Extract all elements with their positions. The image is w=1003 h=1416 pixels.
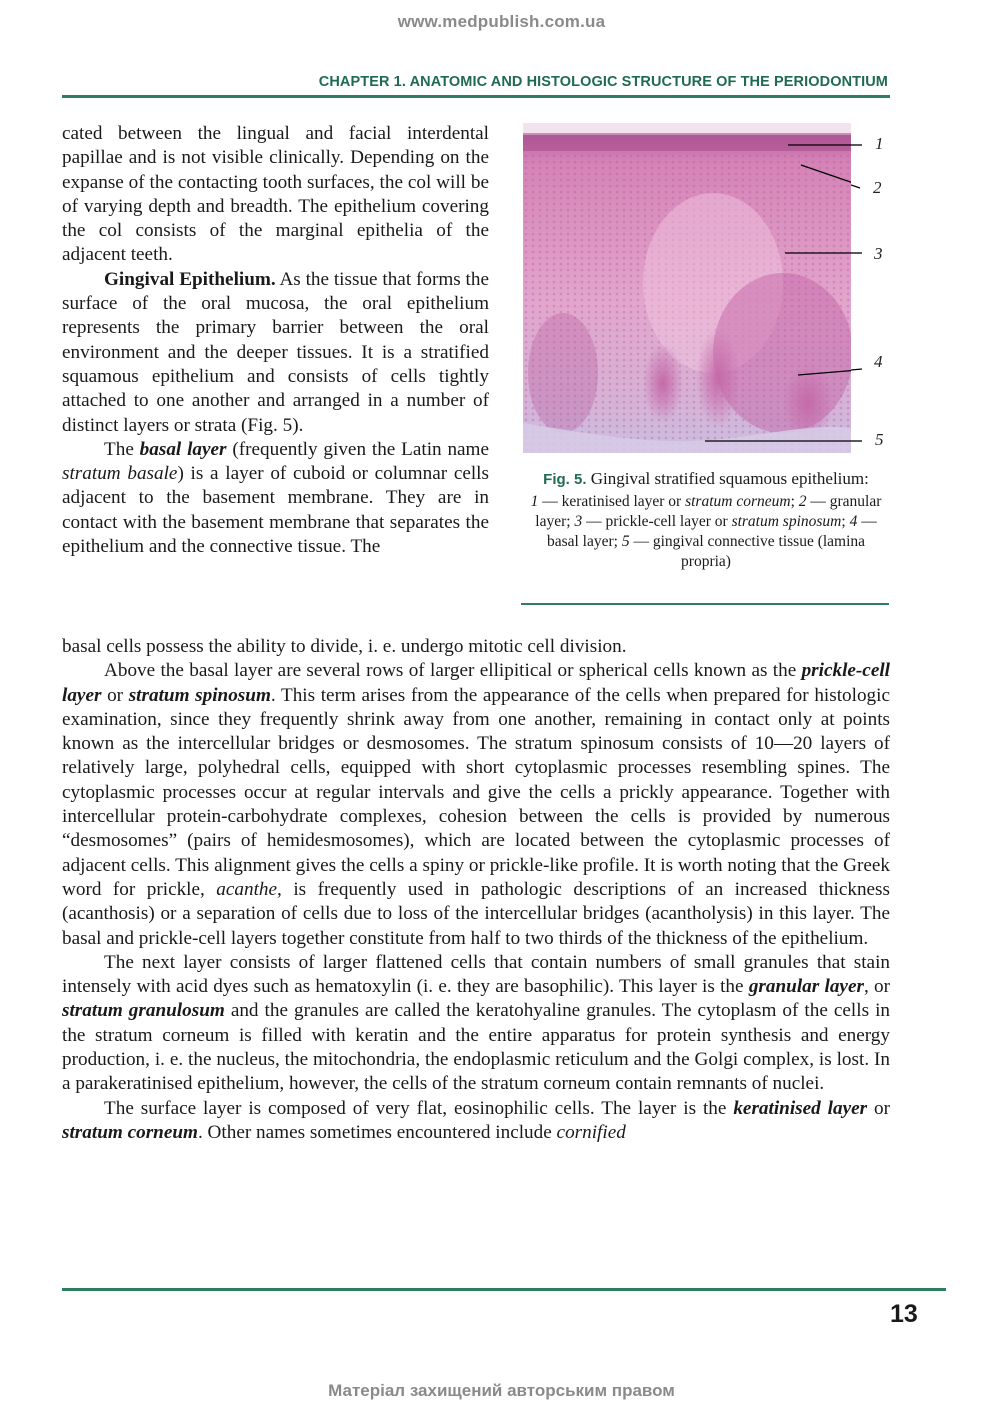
figure-label-1: 1 <box>875 134 884 153</box>
paragraph-text: , is frequently used in pathologic descriptions of an increased thickness (acanthosis) or a separation of cells due to loss of the intercellular bridges (acantholysis) in this layer. The basal and prickle-cell layers together constitute from half to two thirds of the thickness of the epithelium. <box>62 878 890 949</box>
paragraph-gingival-epithelium <box>62 268 489 438</box>
chapter-heading: CHAPTER 1. ANATOMIC AND HISTOLOGIC STRUCTURE OF THE PERIODONTIUM <box>318 74 888 90</box>
paragraph-granular <box>62 951 890 1097</box>
legend-num-2: 2 <box>798 493 807 510</box>
paragraph-surface-layer <box>62 1097 890 1146</box>
term-cornified: cornified <box>556 1121 626 1143</box>
paragraph-text: or <box>101 684 129 706</box>
figure-number: Fig. 5. <box>543 471 587 488</box>
term-prickle-cell-layer: prickle-cell layer <box>62 660 890 706</box>
paragraph-text: and the granules are called the keratohyaline granules. The cytoplasm of the cells in the stratum corneum is filled with keratin and the entire apparatus for protein synthesis and energy production, i. e. the nucleus, the mitochondria, the endoplasmic reticulum and the Golgi complex, is lost. In a parakeratinised epithelium, however, the cells of the stratum corneum contain remnants of nuclei. <box>62 1000 890 1095</box>
section-heading: Gingival Epithelium. <box>104 268 276 290</box>
paragraph-prickle-cell <box>62 659 890 951</box>
left-column <box>62 122 489 559</box>
figure-label-3: 3 <box>874 244 883 263</box>
legend-latin-3: stratum spinosum <box>731 513 842 530</box>
paragraph-text: , or <box>863 976 891 998</box>
legend-text-1: — keratinised layer or <box>538 493 686 510</box>
histology-micrograph <box>523 123 851 453</box>
figure-label-5: 5 <box>875 430 884 449</box>
caption-title <box>521 469 891 490</box>
term-stratum-corneum: stratum corneum <box>62 1121 198 1143</box>
paragraph-text: The surface layer is composed of very flat, eosinophilic cells. The layer is the <box>104 1097 734 1119</box>
term-stratum-basale: stratum basale <box>62 463 178 485</box>
term-basal-layer: basal layer <box>139 438 227 460</box>
figure-label-4: 4 <box>874 352 883 371</box>
term-acanthe: acanthe <box>216 878 278 900</box>
legend-num-4: 4 <box>849 513 858 530</box>
histology-image <box>523 123 851 453</box>
body-text <box>62 635 890 1145</box>
legend-num-5: 5 <box>621 533 630 550</box>
legend-text-2: — granular layer; <box>535 493 882 530</box>
paragraph-text: Above the basal layer are several rows of larger ellipitical or spherical cells known as the <box>104 660 802 682</box>
paragraph-basal-layer <box>62 438 489 559</box>
paragraph-text: ) is a layer of cuboid or columnar cells adjacent to the basement membrane. They are in contact with the basement membrane that separates the epithelium and the connective tissue. The <box>62 463 489 558</box>
page-number: 13 <box>890 1300 918 1328</box>
legend-num-3: 3 <box>574 513 583 530</box>
term-stratum-spinosum: stratum spinosum <box>128 684 271 706</box>
term-keratinised-layer: keratinised layer <box>733 1097 868 1119</box>
figure-label-2: 2 <box>873 178 882 197</box>
paragraph-text: The next layer consists of larger flattened cells that contain numbers of small granules that stain intensely with acid dyes such as hematoxylin (i. e. they are basophilic). This layer is the <box>62 951 890 998</box>
paragraph-text: As the tissue that forms the surface of the oral mucosa, the oral epithelium represents the primary barrier between the oral environment and the deeper tissues. It is a stratified squamous epithelium and consists of cells tightly attached to one another and arranged in a number of distinct layers or strata (Fig. 5). <box>62 268 489 436</box>
legend-text-4: — basal layer; <box>546 513 877 550</box>
copyright-watermark: Матеріал захищений авторським правом <box>328 1381 675 1400</box>
label-leader-lines <box>851 123 863 453</box>
paragraph-col: cated between the lingual and facial interdental papillae and is not visible clinically. Depending on the expanse of the contacting tooth surfaces, the col will be of varying depth and breadth. The epithelium covering the col consists of the marginal epithelia of the adjacent teeth. <box>62 123 489 266</box>
caption-legend <box>521 492 891 572</box>
legend-end-3: ; <box>841 513 850 530</box>
legend-latin-1: stratum corneum <box>685 493 791 510</box>
legend-num-1: 1 <box>530 493 539 510</box>
paragraph-text: or <box>867 1097 890 1119</box>
term-granular-layer: granular layer <box>748 976 864 998</box>
legend-end-1: ; <box>790 493 799 510</box>
caption-rule <box>521 603 889 605</box>
header-rule <box>62 95 890 98</box>
paragraph-text: (frequently given the Latin name <box>226 438 489 460</box>
paragraph-text: . This term arises from the appearance of the cells when prepared for histologic examination, since they frequently shrink away from one another, remaining in contact only at points known as the intercellular bridges or desmosomes. The stratum spinosum consists of 10—20 layers of relatively large, polyhedral cells, equipped with short cytoplasmic processes resembling spines. The cytoplasmic processes occur at regular intervals and give the cells a prickly appearance. Together with intercellular protein-carbohydrate complexes, cohesion between the cells is provided by numerous “desmosomes” (pairs of hemidesmosomes), which are located between the cytoplasmic processes of adjacent cells. This alignment gives the cells a spiny or prickle-like profile. It is worth noting that the Greek word for prickle, <box>62 684 890 900</box>
paragraph-text: The <box>104 438 140 460</box>
paragraph-text: . Other names sometimes encountered include <box>197 1121 557 1143</box>
legend-text-3: — prickle-cell layer or <box>582 513 732 530</box>
legend-text-5: — gingival connective tissue (lamina propria) <box>629 533 866 570</box>
figure-caption <box>521 469 891 572</box>
term-stratum-granulosum: stratum granulosum <box>62 1000 225 1022</box>
caption-title-text: Gingival stratified squamous epithelium: <box>586 469 869 488</box>
paragraph-basal-continuation: basal cells possess the ability to divide, i. e. undergo mitotic cell division. <box>62 636 627 657</box>
footer-rule <box>62 1288 946 1291</box>
site-url: www.medpublish.com.ua <box>397 12 606 31</box>
